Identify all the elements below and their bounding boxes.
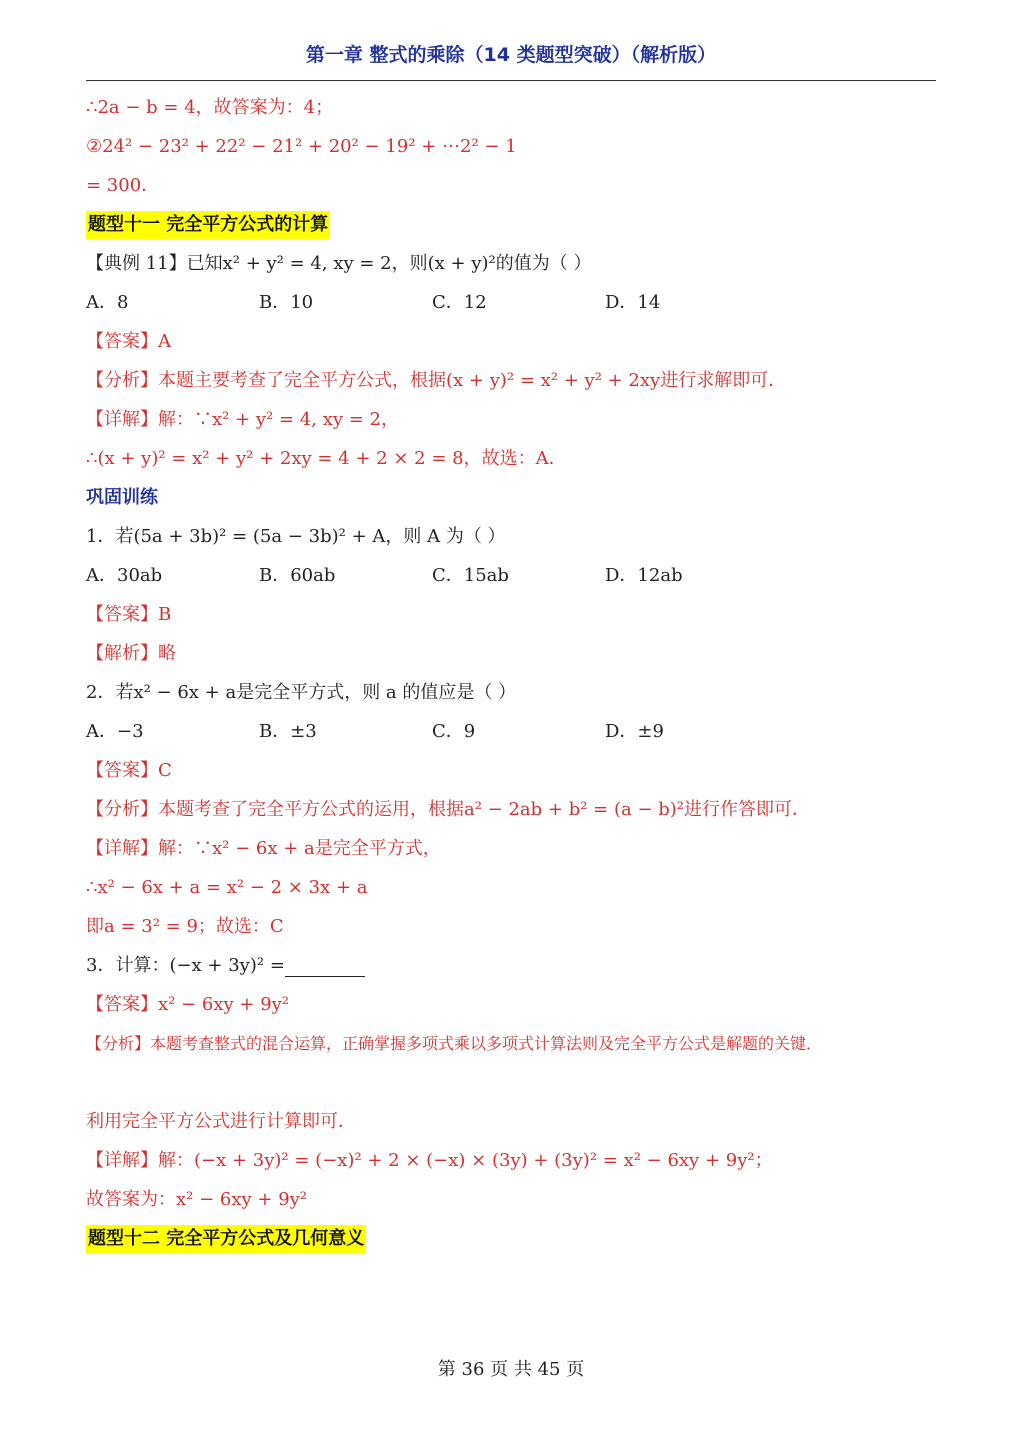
detail-line: 【详解】解：(−x + 3y)² = (−x)² + 2 × (−x) × (3y) + (3y)² = x² − 6xy + 9y²；	[86, 1150, 773, 1171]
detail-line: 【详解】解：∵x² − 6x + a是完全平方式，	[86, 838, 441, 859]
answer-line: 【答案】C	[86, 760, 172, 781]
option: C．15ab	[432, 565, 509, 586]
solution-line: ∴2a − b = 4，故答案为：4；	[86, 97, 334, 118]
answer-options	[86, 556, 936, 595]
option: D．±9	[605, 721, 664, 742]
document-title: 第一章 整式的乘除（14 类题型突破）（解析版）	[305, 44, 717, 66]
analysis-line: 【分析】本题考查了完全平方公式的运用，根据a² − 2ab + b² = (a − b)²进行作答即可．	[86, 799, 811, 820]
option: A．8	[86, 292, 129, 313]
option: C．12	[432, 292, 487, 313]
option: D．12ab	[605, 565, 683, 586]
section-title: 题型十一 完全平方公式的计算	[86, 211, 330, 239]
detail-line: ∴(x + y)² = x² + y² + 2xy = 4 + 2 × 2 = 8，故选：A．	[86, 448, 567, 469]
subsection-heading: 巩固训练	[86, 487, 158, 508]
option: B．10	[259, 292, 314, 313]
answer-line: 【答案】B	[86, 604, 172, 625]
solution-line: = 300．	[86, 175, 160, 196]
answer-options	[86, 283, 936, 322]
answer-options	[86, 712, 936, 751]
option: B．60ab	[259, 565, 336, 586]
section-title: 题型十二 完全平方公式及几何意义	[86, 1225, 366, 1253]
option: D．14	[605, 292, 661, 313]
answer-line: 【答案】x² − 6xy + 9y²	[86, 994, 290, 1015]
analysis-line: 【分析】本题主要考查了完全平方公式，根据(x + y)² = x² + y² + 2xy进行求解即可．	[86, 370, 787, 391]
page-header	[86, 40, 936, 81]
example-question: 【典例 11】已知x² + y² = 4, xy = 2，则(x + y)²的值为（ ）	[86, 253, 592, 274]
detail-line: ∴x² − 6x + a = x² − 2 × 3x + a	[86, 877, 368, 898]
question: 1．若(5a + 3b)² = (5a − 3b)² + A，则 A 为（ ）	[86, 526, 506, 547]
analysis-line: 利用完全平方公式进行计算即可．	[86, 1111, 356, 1132]
page-content	[86, 88, 936, 1258]
question: 2．若x² − 6x + a是完全平方式，则 a 的值应是（ ）	[86, 682, 517, 703]
option: C．9	[432, 721, 476, 742]
page-number: 第 36 页 共 45 页	[437, 1359, 585, 1380]
option: A．−3	[86, 721, 144, 742]
answer-blank	[285, 956, 365, 977]
section-heading	[86, 1219, 936, 1258]
section-heading	[86, 205, 936, 244]
option: A．30ab	[86, 565, 163, 586]
explanation-line: 【解析】略	[86, 643, 176, 664]
question	[86, 946, 936, 985]
answer-line: 【答案】A	[86, 331, 171, 352]
solution-line: ②24² − 23² + 22² − 21² + 20² − 19² + ⋯2² − 1	[86, 136, 517, 157]
question-text: 3．计算：(−x + 3y)² =	[86, 955, 285, 976]
option: B．±3	[259, 721, 317, 742]
detail-line: 【详解】解：∵x² + y² = 4, xy = 2，	[86, 409, 399, 430]
answer-line: 故答案为：x² − 6xy + 9y²	[86, 1189, 308, 1210]
analysis-line: 【分析】本题考查整式的混合运算，正确掌握多项式乘以多项式计算法则及完全平方公式是解题的关键．	[86, 1034, 823, 1053]
page-footer	[0, 1355, 1022, 1381]
detail-line: 即a = 3² = 9；故选：C	[86, 916, 284, 937]
